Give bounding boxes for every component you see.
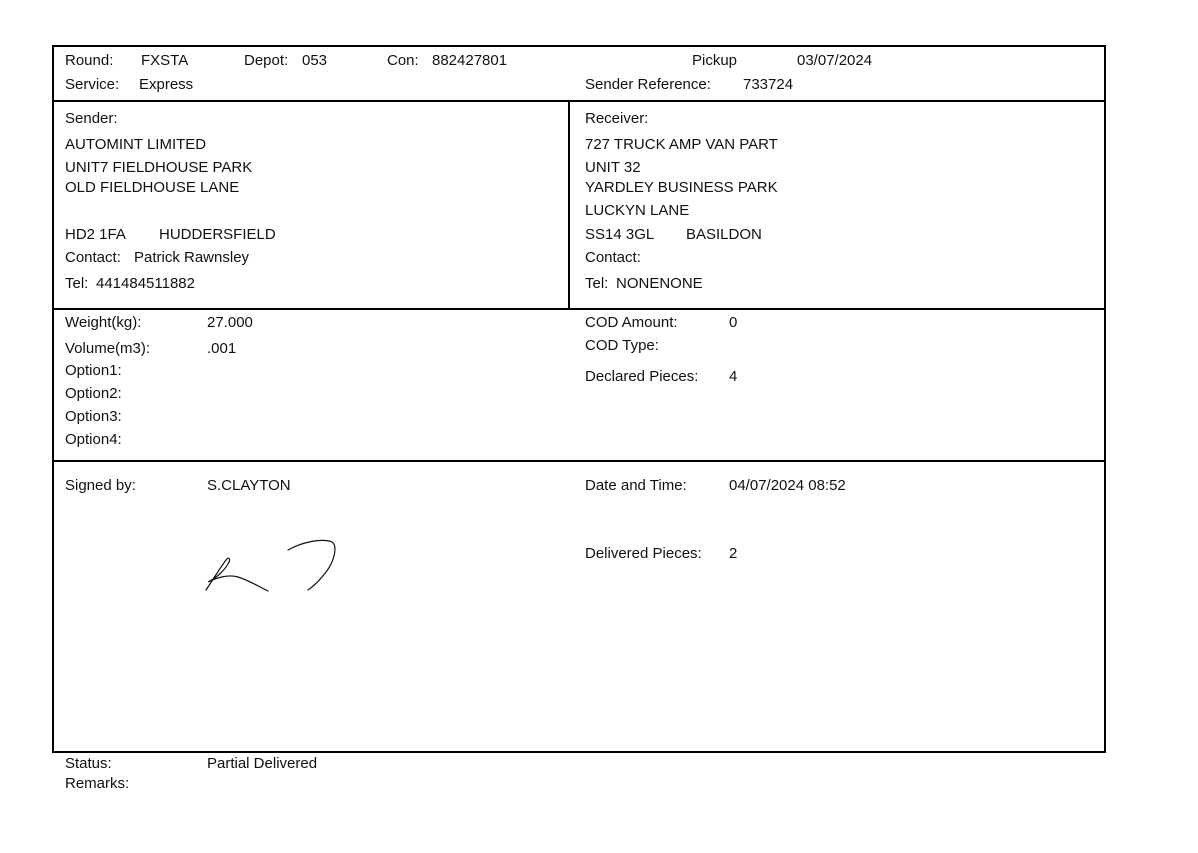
sender-address-2: OLD FIELDHOUSE LANE [65, 179, 240, 196]
sender-tel-label: Tel: [65, 275, 89, 292]
weight-value: 27.000 [207, 314, 253, 331]
sender-heading: Sender: [65, 110, 118, 127]
sender-reference-label: Sender Reference: [585, 76, 711, 93]
depot-label: Depot: [244, 52, 289, 69]
declared-pieces-value: 4 [729, 368, 738, 385]
receiver-address-2: YARDLEY BUSINESS PARK [585, 179, 778, 196]
signed-by-label: Signed by: [65, 477, 136, 494]
receiver-heading: Receiver: [585, 110, 649, 127]
depot-value: 053 [302, 52, 328, 69]
signed-by-value: S.CLAYTON [207, 477, 291, 494]
con-value: 882427801 [432, 52, 508, 69]
receiver-city: BASILDON [686, 226, 762, 243]
option3-label: Option3: [65, 408, 122, 425]
option4-label: Option4: [65, 431, 122, 448]
sender-contact-value: Patrick Rawnsley [134, 249, 250, 266]
declared-pieces-label: Declared Pieces: [585, 368, 699, 385]
divider-header [52, 100, 1104, 102]
status-value: Partial Delivered [207, 755, 318, 772]
volume-value: .001 [207, 340, 237, 357]
cod-amount-value: 0 [729, 314, 738, 331]
receiver-tel-value: NONENONE [616, 275, 703, 292]
cod-type-label: COD Type: [585, 337, 659, 354]
volume-label: Volume(m3): [65, 340, 151, 357]
divider-addresses [568, 100, 570, 308]
weight-label: Weight(kg): [65, 314, 142, 331]
sender-name: AUTOMINT LIMITED [65, 136, 207, 153]
pickup-date: 03/07/2024 [797, 52, 873, 69]
service-label: Service: [65, 76, 120, 93]
pickup-label: Pickup [692, 52, 738, 69]
receiver-postcode: SS14 3GL [585, 226, 655, 243]
option2-label: Option2: [65, 385, 122, 402]
receiver-address-3: LUCKYN LANE [585, 202, 690, 219]
date-time-value: 04/07/2024 08:52 [729, 477, 846, 494]
cod-amount-label: COD Amount: [585, 314, 678, 331]
option1-label: Option1: [65, 362, 122, 379]
divider-addresses-bottom [52, 308, 1104, 310]
delivered-pieces-value: 2 [729, 545, 738, 562]
remarks-label: Remarks: [65, 775, 130, 792]
form-frame [52, 45, 1106, 753]
service-value: Express [139, 76, 194, 93]
receiver-name: 727 TRUCK AMP VAN PART [585, 136, 778, 153]
round-label: Round: [65, 52, 114, 69]
divider-shipment-bottom [52, 460, 1104, 462]
sender-reference-value: 733724 [743, 76, 794, 93]
signature-image [198, 534, 348, 596]
receiver-address-1: UNIT 32 [585, 159, 641, 176]
receiver-tel-label: Tel: [585, 275, 609, 292]
round-value: FXSTA [141, 52, 189, 69]
con-label: Con: [387, 52, 419, 69]
sender-postcode: HD2 1FA [65, 226, 126, 243]
date-time-label: Date and Time: [585, 477, 687, 494]
status-label: Status: [65, 755, 112, 772]
sender-city: HUDDERSFIELD [159, 226, 276, 243]
sender-address-1: UNIT7 FIELDHOUSE PARK [65, 159, 253, 176]
receiver-contact-label: Contact: [585, 249, 641, 266]
delivered-pieces-label: Delivered Pieces: [585, 545, 702, 562]
sender-contact-label: Contact: [65, 249, 121, 266]
sender-tel-value: 441484511882 [96, 275, 195, 292]
